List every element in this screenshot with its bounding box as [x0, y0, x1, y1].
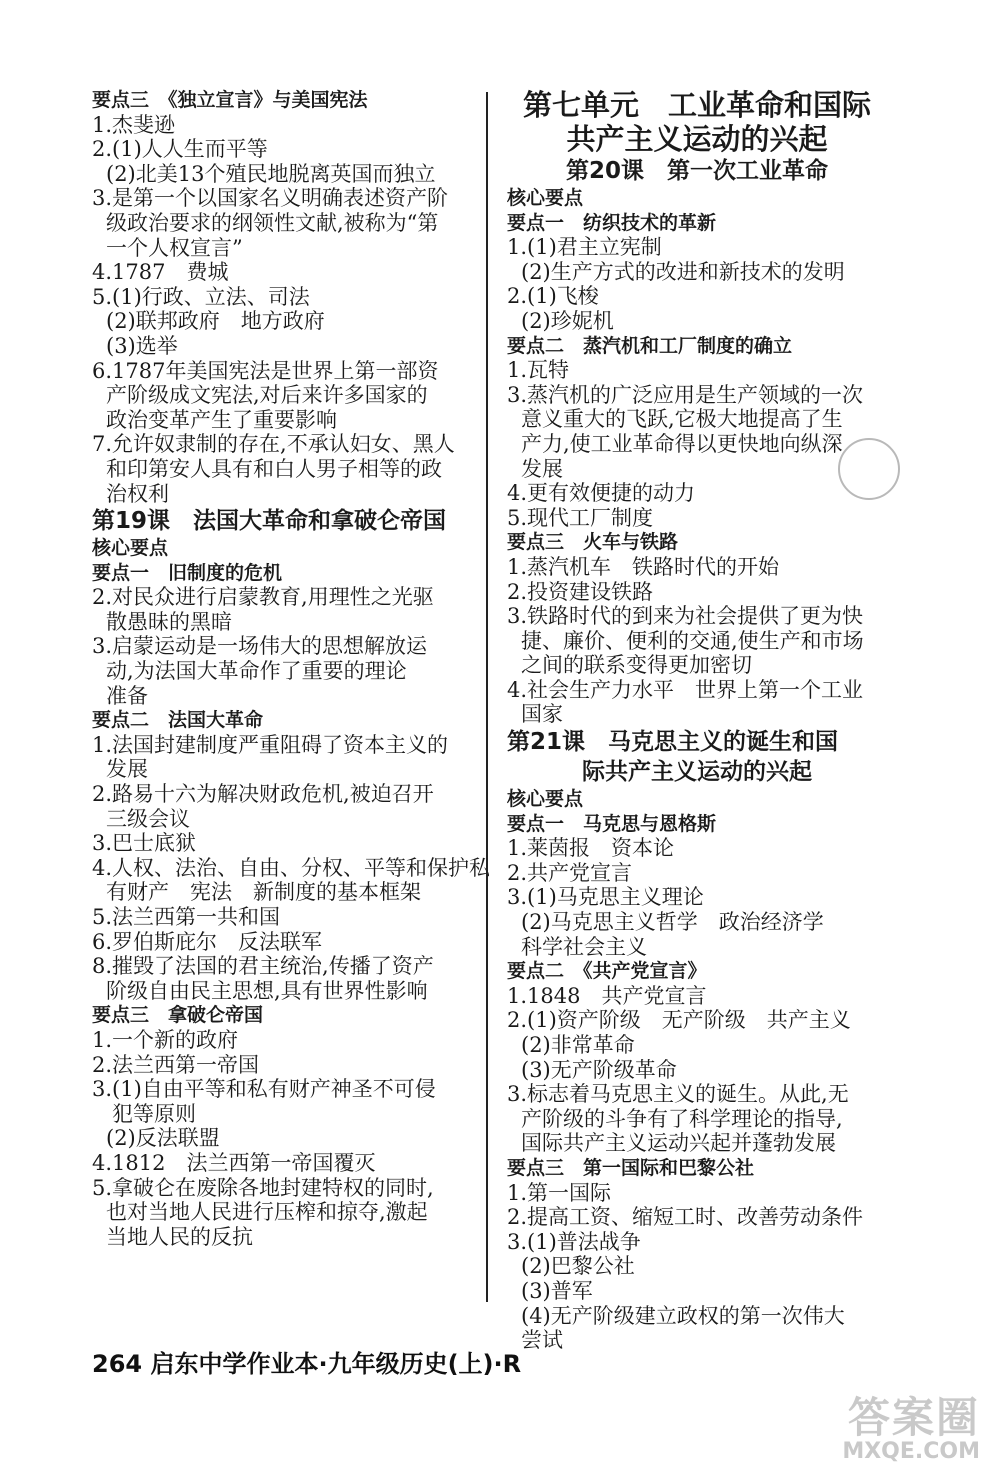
- text-line: 3.标志着马克思主义的诞生。从此,无: [507, 1082, 849, 1107]
- text-line: 意义重大的飞跃,它极大地提高了生: [521, 407, 843, 432]
- watermark: [842, 1385, 980, 1464]
- text-line: 1.瓦特: [507, 358, 570, 383]
- text-line: 3.启蒙运动是一场伟大的思想解放运: [92, 634, 428, 659]
- text-line: 2.对民众进行启蒙教育,用理性之光驱: [92, 585, 434, 610]
- text-line: (2)生产方式的改进和新技术的发明: [521, 259, 845, 284]
- text-line: 3.蒸汽机的广泛应用是生产领域的一次: [507, 382, 864, 407]
- key-point-heading: 要点一 纺织技术的革新: [507, 211, 717, 234]
- unit-title: 共产主义运动的兴起: [566, 122, 828, 156]
- text-line: (3)无产阶级革命: [521, 1057, 677, 1082]
- text-line: 一个人权宣言”: [106, 235, 243, 260]
- text-line: 产阶级的斗争有了科学理论的指导,: [521, 1106, 843, 1131]
- text-line: 发展: [521, 456, 563, 481]
- key-point-heading: 要点三 拿破仑帝国: [92, 1004, 264, 1027]
- text-line: 3.(1)自由平等和私有财产神圣不可侵: [92, 1077, 436, 1102]
- text-line: (2)珍妮机: [521, 308, 614, 333]
- text-line: 1.(1)君主立宪制: [507, 235, 662, 260]
- text-line: 动,为法国大革命作了重要的理论: [106, 659, 407, 684]
- text-line: 有财产 宪法 新制度的基本框架: [106, 880, 421, 905]
- key-point-heading: 要点一 马克思与恩格斯: [507, 812, 717, 835]
- text-line: 1.蒸汽机车 铁路时代的开始: [507, 554, 780, 579]
- right-column: [507, 88, 887, 1353]
- lesson-title: 第21课 马克思主义的诞生和国: [507, 729, 839, 756]
- text-line: (2)巴黎公社: [521, 1254, 635, 1279]
- text-line: 三级会议: [106, 806, 190, 831]
- text-line: 2.投资建设铁路: [507, 579, 654, 604]
- text-line: 5.法兰西第一共和国: [92, 905, 281, 929]
- text-line: 7.允许奴隶制的存在,不承认妇女、黑人: [92, 432, 455, 457]
- section-heading: 核心要点: [92, 537, 169, 560]
- text-line: 阶级自由民主思想,具有世界性影响: [106, 978, 428, 1003]
- text-line: 5.拿破仑在废除各地封建特权的同时,: [92, 1175, 434, 1200]
- text-line: 4.1812 法兰西第一帝国覆灭: [92, 1150, 376, 1175]
- text-line: 科学社会主义: [521, 934, 647, 959]
- unit-title: 第七单元 工业革命和国际: [522, 88, 871, 122]
- key-point-heading: 要点三 《独立宣言》与美国宪法: [92, 89, 368, 111]
- text-line: 8.摧毁了法国的君主统治,传播了资产: [92, 954, 434, 979]
- text-line: 1.法国封建制度严重阻碍了资本主义的: [92, 732, 449, 757]
- text-line: (2)北美13个殖民地脱离英国而独立: [106, 161, 436, 186]
- text-line: 产阶级成文宪法,对后来许多国家的: [106, 383, 428, 408]
- text-line: 6.1787年美国宪法是世界上第一部资: [92, 358, 439, 383]
- text-line: 和印第安人具有和白人男子相等的政: [106, 456, 442, 481]
- text-line: 1.莱茵报 资本论: [507, 836, 675, 861]
- text-line: 2.(1)飞梭: [507, 284, 599, 309]
- left-column: [92, 88, 491, 1249]
- text-line: 1.1848 共产党宣言: [507, 983, 707, 1008]
- text-line: 散愚昧的黑暗: [106, 609, 232, 634]
- watermark-url: MXQE.COM: [842, 1439, 980, 1464]
- text-line: 捷、廉价、便利的交通,使生产和市场: [521, 628, 864, 653]
- text-line: (2)联邦政府 地方政府: [106, 309, 325, 334]
- text-line: 治权利: [106, 481, 169, 506]
- text-line: 产力,使工业革命得以更快地向纵深: [521, 431, 843, 456]
- text-line: 4.社会生产力水平 世界上第一个工业: [507, 677, 864, 702]
- text-line: 3.巴士底狱: [92, 831, 197, 856]
- text-line: 2.提高工资、缩短工时、改善劳动条件: [507, 1205, 864, 1230]
- text-line: 4.更有效便捷的动力: [507, 481, 696, 506]
- text-line: 也对当地人民进行压榨和掠夺,激起: [106, 1200, 428, 1225]
- text-line: (4)无产阶级建立政权的第一次伟大: [521, 1303, 845, 1328]
- watermark-logo: 答案圈: [847, 1393, 980, 1442]
- text-line: 国家: [521, 702, 563, 727]
- page-footer: 264 启东中学作业本·九年级历史(上)·R: [92, 1350, 522, 1378]
- text-line: 1.第一国际: [507, 1180, 612, 1205]
- text-line: 3.(1)普法战争: [507, 1229, 641, 1254]
- text-line: 尝试: [521, 1328, 563, 1353]
- section-heading: 核心要点: [507, 187, 584, 209]
- text-line: 5.(1)行政、立法、司法: [92, 284, 310, 309]
- text-line: 准备: [106, 683, 148, 708]
- text-line: 国际共产主义运动兴起并蓬勃发展: [521, 1131, 836, 1156]
- text-line: 5.现代工厂制度: [507, 505, 654, 530]
- text-line: 之间的联系变得更加密切: [521, 653, 752, 678]
- lesson-title: 际共产主义运动的兴起: [582, 759, 812, 786]
- key-point-heading: 要点三 火车与铁路: [507, 531, 679, 554]
- key-point-heading: 要点二 《共产党宣言》: [507, 960, 707, 983]
- key-point-heading: 要点一 旧制度的危机: [92, 561, 283, 584]
- text-line: (2)马克思主义哲学 政治经济学: [521, 910, 824, 935]
- text-line: 发展: [106, 757, 148, 782]
- text-line: 2.法兰西第一帝国: [92, 1052, 260, 1077]
- text-line: (2)非常革命: [521, 1033, 635, 1057]
- text-line: 政治变革产生了重要影响: [106, 407, 337, 432]
- lesson-title: 第20课 第一次工业革命: [565, 158, 828, 184]
- text-line: 犯等原则: [112, 1101, 196, 1126]
- text-line: 级政治要求的纲领性文献,被称为“第: [106, 210, 439, 235]
- text-line: 3.是第一个以国家名义明确表述资产阶: [92, 186, 449, 211]
- text-line: 3.铁路时代的到来为社会提供了更为快: [507, 604, 864, 629]
- text-line: 1.一个新的政府: [92, 1027, 239, 1052]
- text-line: 2.(1)资产阶级 无产阶级 共产主义: [507, 1008, 851, 1033]
- text-line: 2.共产党宣言: [507, 860, 633, 885]
- lesson-title: 第19课 法国大革命和拿破仑帝国: [92, 508, 447, 535]
- key-point-heading: 要点三 第一国际和巴黎公社: [507, 1156, 755, 1179]
- text-line: (2)反法联盟: [106, 1126, 220, 1151]
- section-heading: 核心要点: [507, 788, 584, 811]
- text-line: (3)选举: [106, 333, 178, 358]
- text-line: (3)普军: [521, 1278, 593, 1303]
- text-line: 3.(1)马克思主义理论: [507, 885, 704, 910]
- text-line: 4.人权、法治、自由、分权、平等和保护私: [92, 855, 491, 880]
- text-line: 2.(1)人人生而平等: [92, 137, 268, 162]
- text-line: 1.杰斐逊: [92, 112, 176, 137]
- key-point-heading: 要点二 法国大革命: [92, 709, 264, 732]
- text-line: 2.路易十六为解决财政危机,被迫召开: [92, 782, 434, 807]
- text-line: 6.罗伯斯庇尔 反法联军: [92, 929, 323, 954]
- column-divider: [486, 92, 488, 1302]
- text-line: 当地人民的反抗: [106, 1224, 253, 1249]
- key-point-heading: 要点二 蒸汽机和工厂制度的确立: [507, 334, 793, 357]
- stamp-mark: [838, 438, 900, 500]
- text-line: 4.1787 费城: [92, 260, 229, 285]
